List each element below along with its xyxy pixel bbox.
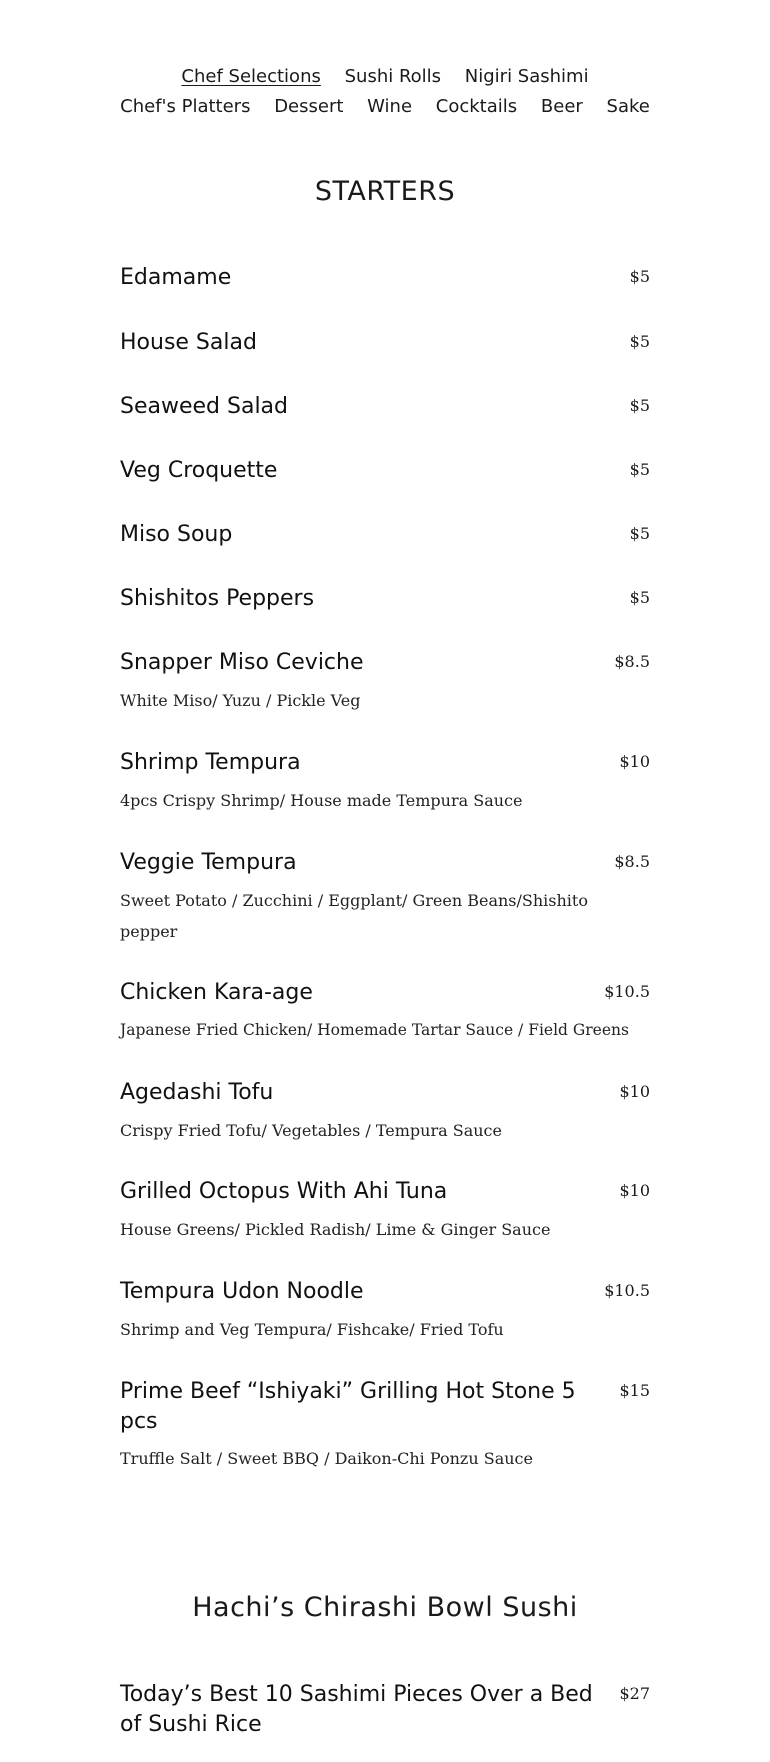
menu-item-description: Sweet Potato / Zucchini / Eggplant/ Green Beans/Shishito pepper — [120, 891, 588, 941]
nav-link-cocktails[interactable]: Cocktails — [435, 96, 518, 117]
menu-item-name: Shrimp Tempura — [120, 750, 301, 775]
menu-item-price: $5 — [629, 396, 650, 415]
menu-item-name: Snapper Miso Ceviche — [120, 650, 364, 675]
menu-item-name: Shishitos Peppers — [120, 586, 315, 611]
menu-item-price: $8.5 — [614, 652, 650, 671]
menu-item-price: $10.5 — [604, 982, 650, 1001]
menu-item-name: Agedashi Tofu — [120, 1080, 274, 1105]
menu-item-price: $5 — [629, 267, 650, 286]
menu-item-description: 4pcs Crispy Shrimp/ House made Tempura Sauce — [120, 791, 523, 810]
nav-link-beer[interactable]: Beer — [540, 96, 583, 117]
menu-item-price: $10 — [619, 752, 650, 771]
menu-item-price: $10 — [619, 1181, 650, 1200]
menu-item-price: $5 — [629, 588, 650, 607]
menu-item-name: House Salad — [120, 330, 257, 355]
menu-item-name: Seaweed Salad — [120, 394, 289, 419]
menu-item-description: Shrimp and Veg Tempura/ Fishcake/ Fried Tofu — [120, 1320, 504, 1339]
nav-link-chefs-platters[interactable]: Chef's Platters — [120, 96, 251, 117]
menu-item-price: $5 — [629, 332, 650, 351]
category-nav-row-2 — [0, 96, 770, 117]
menu-item-price: $5 — [629, 524, 650, 543]
menu-item-name: Today’s Best 10 Sashimi Pieces Over a Bed of Sushi Rice — [120, 1682, 593, 1737]
menu-item-price: $5 — [629, 460, 650, 479]
menu-item-name: Prime Beef “Ishiyaki” Grilling Hot Stone 5 pcs — [120, 1379, 576, 1434]
menu-item-description: Japanese Fried Chicken/ Homemade Tartar Sauce / Field Greens — [120, 1021, 629, 1039]
menu-item-price: $10 — [619, 1082, 650, 1101]
menu-item-price: $15 — [619, 1381, 650, 1400]
menu-item-description: White Miso/ Yuzu / Pickle Veg — [120, 691, 361, 710]
menu-item-name: Edamame — [120, 265, 232, 290]
nav-link-dessert[interactable]: Dessert — [274, 96, 344, 117]
section-title-chirashi: Hachi’s Chirashi Bowl Sushi — [192, 1592, 578, 1623]
menu-item-name: Veggie Tempura — [120, 850, 297, 875]
menu-item-description: Crispy Fried Tofu/ Vegetables / Tempura Sauce — [120, 1121, 502, 1140]
menu-item-price: $8.5 — [614, 852, 650, 871]
nav-link-wine[interactable]: Wine — [367, 96, 413, 117]
menu-item-name: Miso Soup — [120, 522, 233, 547]
nav-link-sake[interactable]: Sake — [606, 96, 650, 117]
menu-item-name: Chicken Kara-age — [120, 980, 313, 1005]
category-nav-row-1 — [0, 66, 770, 87]
menu-item-price: $10.5 — [604, 1281, 650, 1300]
menu-item-description: Truffle Salt / Sweet BBQ / Daikon-Chi Ponzu Sauce — [120, 1449, 533, 1468]
nav-link-nigiri-sashimi[interactable]: Nigiri Sashimi — [464, 66, 589, 87]
menu-item-name: Tempura Udon Noodle — [120, 1279, 364, 1304]
menu-item-price: $27 — [619, 1684, 650, 1703]
menu-item-name: Grilled Octopus With Ahi Tuna — [120, 1179, 448, 1204]
menu-item-description: House Greens/ Pickled Radish/ Lime & Ginger Sauce — [120, 1220, 551, 1239]
nav-link-chef-selections[interactable]: Chef Selections — [181, 66, 321, 87]
section-title-starters: STARTERS — [314, 176, 456, 207]
menu-item-name: Veg Croquette — [120, 458, 278, 483]
nav-link-sushi-rolls[interactable]: Sushi Rolls — [344, 66, 442, 87]
